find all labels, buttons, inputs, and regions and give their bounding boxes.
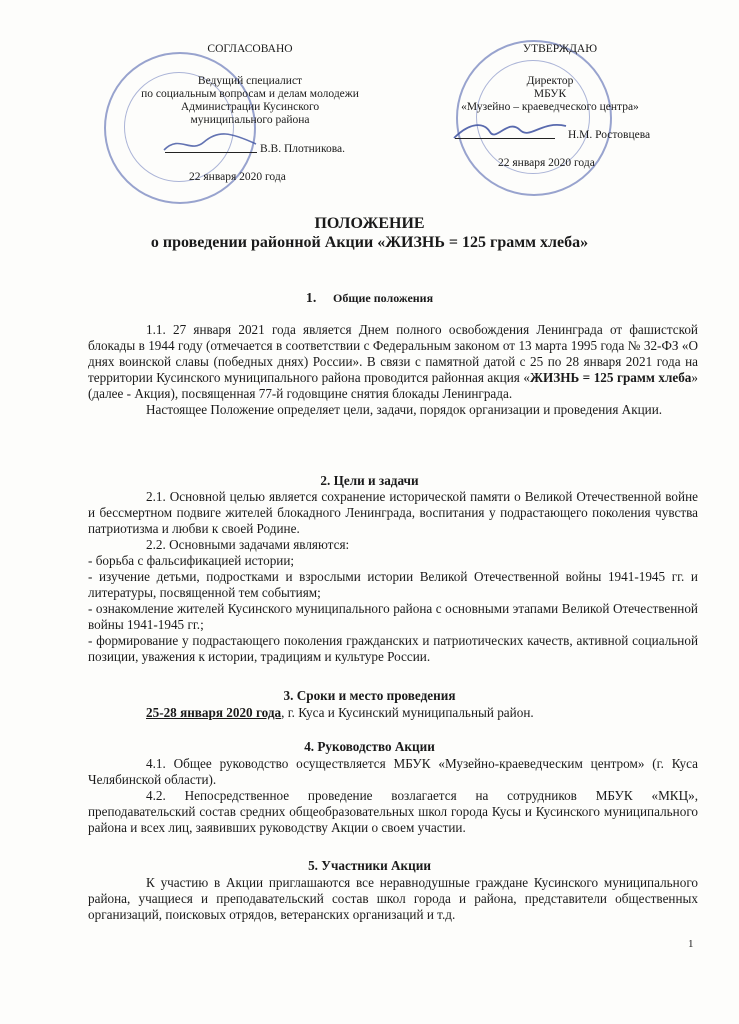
section-1-heading bbox=[0, 290, 739, 307]
section-2-heading: 2. Цели и задачи bbox=[320, 473, 419, 488]
section-3-place: , г. Куса и Кусинский муниципальный район. bbox=[281, 705, 534, 720]
section-3-para bbox=[88, 705, 698, 721]
agreed-sign-line bbox=[165, 152, 257, 153]
section-4-heading: 4. Руководство Акции bbox=[304, 739, 435, 754]
document-title: ПОЛОЖЕНИЕ bbox=[314, 215, 425, 232]
section-4-para-1: 4.1. Общее руководство осуществляется МБУК «Музейно-краеведческим центром» (г. Куса Челябинской области). bbox=[88, 756, 698, 787]
section-2-item-4: - формирование у подрастающего поколения гражданских и патриотических качеств, активной социальной позиции, уважения к истории, традициям и культуре России. bbox=[88, 633, 698, 664]
approved-heading: УТВЕРЖДАЮ bbox=[522, 43, 598, 55]
section-3-heading: 3. Сроки и место проведения bbox=[283, 688, 456, 703]
section-2-para-1: 2.1. Основной целью является сохранение исторической памяти о Великой Отечественной войне и бессмертном подвиге жителей блокадного Ленинграда, воспитания у подрастающего поколения чувства патриотизма и любви к своей Родине. bbox=[88, 489, 698, 536]
agreed-line-4: муниципального района bbox=[190, 114, 310, 126]
agreed-heading: СОГЛАСОВАНО bbox=[207, 43, 293, 55]
approved-line-2: МБУК bbox=[533, 88, 567, 100]
section-2-item-2: - изучение детьми, подростками и взрослыми истории Великой Отечественной войны 1941-1945 гг. и литературы, посвященной тем событиям; bbox=[88, 569, 698, 600]
section-5-para-1: К участию в Акции приглашаются все неравнодушные граждане Кусинского муниципального района, учащиеся и преподавательский состав школ города и района, представители общественных организаций, поисковых отрядов, ветеранских организаций и т.д. bbox=[88, 875, 698, 922]
section-4-body bbox=[88, 756, 698, 836]
section-3-date: 25-28 января 2020 года bbox=[146, 705, 282, 720]
section-1-number: 1. bbox=[305, 291, 317, 306]
page-number: 1 bbox=[688, 938, 694, 950]
section-4-para-2: 4.2. Непосредственное проведение возлагается на сотрудников МБУК «МКЦ», преподавательский состав средних общеобразовательных школ города Кусы и Кусинского муниципального района и всех лиц, заявивших руководству Акции о своем участии. bbox=[88, 788, 698, 835]
agreed-date: 22 января 2020 года bbox=[189, 171, 286, 183]
right-signature bbox=[450, 112, 570, 146]
section-1-para-1: 1.1. 27 января 2021 года является Днем полного освобождения Ленинграда от фашистской блокады в 1944 году (отмечается в соответствии с Федеральным законом от 13 марта 1995 года № 32-ФЗ «О днях воинской славы (победных днях) России». В связи с памятной датой с 25 по 28 января 2021 года на территории Кусинского муниципального района проводится районная акция «ЖИЗНЬ = 125 грамм хлеба» (далее - Акция), посвященная 77-й годовщине снятия блокады Ленинграда. bbox=[88, 322, 698, 401]
section-2-para-2: 2.2. Основными задачами являются: bbox=[146, 537, 350, 552]
section-2-body bbox=[88, 489, 698, 665]
agreed-line-1: Ведущий специалист bbox=[197, 75, 303, 87]
approved-date: 22 января 2020 года bbox=[498, 157, 595, 169]
document-subtitle: о проведении районной Акции «ЖИЗНЬ = 125 грамм хлеба» bbox=[150, 234, 589, 251]
approved-sign-line bbox=[455, 138, 555, 139]
section-2-item-1: - борьба с фальсификацией истории; bbox=[88, 553, 295, 568]
agreed-line-2: по социальным вопросам и делам молодежи bbox=[141, 88, 359, 100]
section-5-body bbox=[88, 875, 698, 923]
section-1-title: Общие положения bbox=[333, 291, 434, 305]
section-3-body bbox=[88, 705, 698, 721]
approved-signer: Н.М. Ростовцева bbox=[568, 129, 651, 141]
approved-line-1: Директор bbox=[526, 75, 574, 87]
approved-line-3: «Музейно – краеведческого центра» bbox=[461, 101, 639, 113]
section-5-heading: 5. Участники Акции bbox=[308, 858, 431, 873]
section-1-para-2: Настоящее Положение определяет цели, задачи, порядок организации и проведения Акции. bbox=[146, 402, 663, 417]
agreed-line-3: Администрации Кусинского bbox=[180, 101, 320, 113]
agreed-signer: В.В. Плотникова. bbox=[260, 143, 345, 155]
left-signature bbox=[160, 128, 260, 158]
section-1-body bbox=[88, 322, 698, 418]
section-2-item-3: - ознакомление жителей Кусинского муниципального района с основными этапами Великой Отечественной войны 1941-1945 гг.; bbox=[88, 601, 698, 632]
